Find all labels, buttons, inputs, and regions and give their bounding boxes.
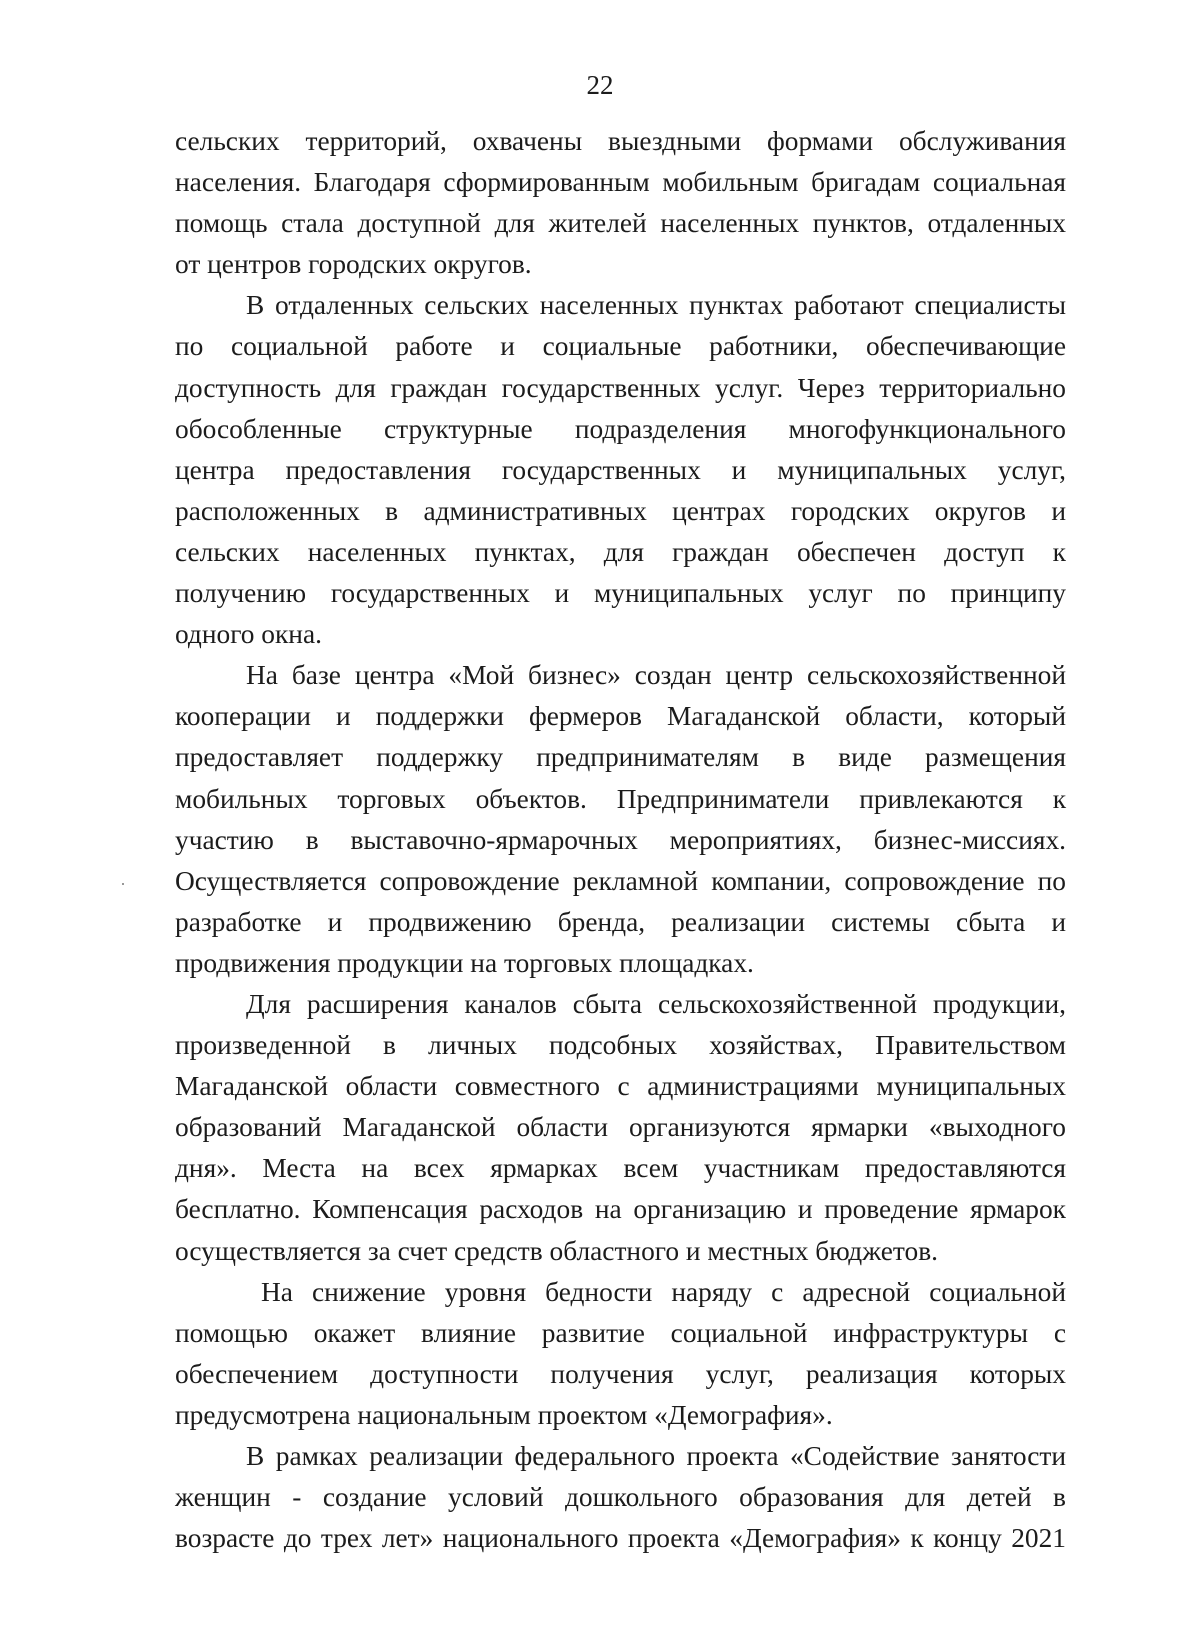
text-line: мобильных торговых объектов. Предприниматели привлекаются к — [175, 783, 1066, 814]
text-line: сельских населенных пунктах, для граждан обеспечен доступ к — [175, 536, 1066, 567]
paragraph-my-business-center — [175, 655, 1066, 984]
text-line: разработке и продвижению бренда, реализации системы сбыта и — [175, 906, 1066, 937]
paragraph-federal-project — [175, 1436, 1066, 1559]
text-line: помощью окажет влияние развитие социальной инфраструктуры с — [175, 1317, 1066, 1348]
text-line: На снижение уровня бедности наряду с адресной социальной — [261, 1276, 1066, 1307]
text-line: Магаданской области совместного с администрациями муниципальных — [175, 1071, 1066, 1102]
text-line: произведенной в личных подсобных хозяйствах, Правительством — [175, 1030, 1066, 1061]
text-line: сельских территорий, охвачены выездными формами обслуживания — [175, 126, 1066, 156]
text-line: осуществляется за счет средств областного и местных бюджетов. — [175, 1235, 939, 1266]
text-line: предусмотрена национальным проектом «Демография». — [175, 1399, 833, 1430]
text-line: населения. Благодаря сформированным мобильным бригадам социальная — [175, 167, 1066, 198]
page-number: 22 — [586, 70, 614, 100]
paragraph-rural-mobile-brigades — [175, 121, 1066, 285]
text-line: получению государственных и муниципальных услуг по принципу — [175, 578, 1066, 609]
text-line: бесплатно. Компенсация расходов на организацию и проведение ярмарок — [175, 1194, 1066, 1225]
text-line: центра предоставления государственных и муниципальных услуг, — [175, 454, 1066, 485]
paragraph-remote-specialists — [175, 285, 1066, 655]
text-line: Осуществляется сопровождение рекламной компании, сопровождение по — [175, 865, 1066, 896]
text-line: На базе центра «Мой бизнес» создан центр сельскохозяйственной — [246, 660, 1066, 691]
scan-speck — [122, 883, 124, 885]
text-line: женщин - создание условий дошкольного образования для детей в — [175, 1482, 1066, 1513]
text-line: доступность для граждан государственных услуг. Через территориально — [175, 372, 1066, 403]
text-line: помощь стала доступной для жителей населенных пунктов, отдаленных — [175, 208, 1066, 239]
text-line: возрасте до трех лет» национального проекта «Демография» к концу 2021 — [175, 1523, 1066, 1554]
text-line: В рамках реализации федерального проекта «Содействие занятости — [246, 1441, 1066, 1471]
text-line: продвижения продукции на торговых площадках. — [175, 947, 754, 978]
text-line: обособленные структурные подразделения многофункционального — [175, 413, 1066, 444]
text-line: В отдаленных сельских населенных пунктах работают специалисты — [246, 290, 1066, 321]
paragraph-weekend-fairs — [175, 984, 1066, 1272]
text-line: расположенных в административных центрах городских округов и — [175, 495, 1066, 526]
text-line: одного окна. — [175, 619, 322, 650]
text-line: обеспечением доступности получения услуг, реализация которых — [175, 1358, 1066, 1389]
text-line: от центров городских округов. — [175, 249, 532, 280]
text-line: предоставляет поддержку предпринимателям в виде размещения — [175, 742, 1066, 773]
text-line: образований Магаданской области организуются ярмарки «выходного — [175, 1112, 1066, 1143]
paragraph-poverty-reduction — [175, 1272, 1066, 1436]
text-line: участию в выставочно-ярмарочных мероприятиях, бизнес-миссиях. — [175, 824, 1066, 855]
text-line: кооперации и поддержки фермеров Магаданской области, который — [175, 701, 1066, 732]
document-body — [175, 121, 1066, 1559]
text-line: дня». Места на всех ярмарках всем участникам предоставляются — [175, 1153, 1066, 1184]
text-line: по социальной работе и социальные работники, обеспечивающие — [175, 331, 1066, 362]
text-line: Для расширения каналов сбыта сельскохозяйственной продукции, — [246, 988, 1066, 1019]
